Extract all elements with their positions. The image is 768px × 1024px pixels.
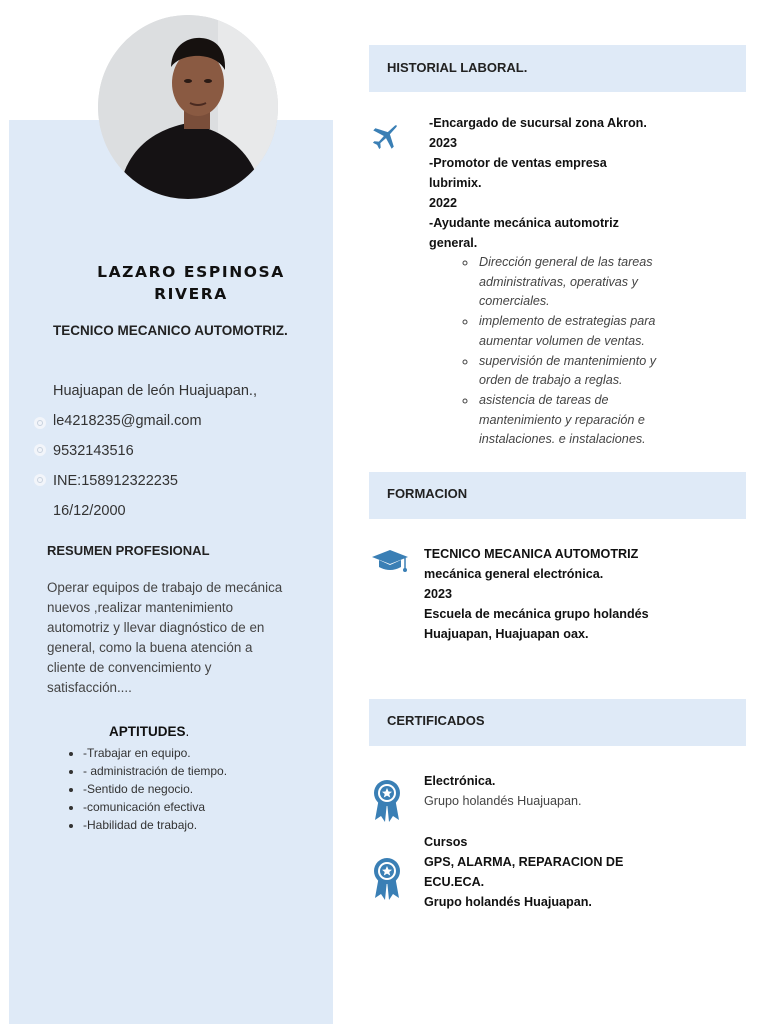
skills-title [109, 724, 189, 739]
work-history-entries [429, 113, 689, 450]
sidebar-panel [9, 120, 333, 1024]
contact-birthdate: 16/12/2000 [53, 503, 126, 519]
skills-list [65, 744, 227, 834]
work-line: -Ayudante mecánica automotriz [429, 216, 619, 230]
airplane-icon [370, 120, 402, 157]
education-line: Huajuapan, Huajuapan oax. [424, 627, 589, 641]
portrait-image [98, 15, 278, 199]
list-item: • - administración de tiempo. [83, 762, 227, 780]
list-item: • -Habilidad de trabajo. [83, 816, 227, 834]
certificate-entry-2 [424, 832, 623, 912]
certificate-line: ECU.ECA. [424, 875, 485, 889]
certificate-org: Grupo holandés Huajuapan. [424, 794, 582, 808]
work-section-title: HISTORIAL LABORAL. [387, 60, 528, 75]
work-line: lubrimix. [429, 176, 482, 190]
list-item: ◦ implemento de estrategias para aumentar volumen de ventas. [477, 312, 689, 351]
work-task-list [429, 253, 689, 450]
certificates-header-band [369, 699, 746, 746]
name-line-1: LAZARO ESPINOSA [97, 263, 285, 281]
certificates-section-title: CERTIFICADOS [387, 713, 485, 728]
work-header-band [369, 45, 746, 92]
contact-phone: 9532143516 [53, 443, 134, 459]
skills-title-suffix: . [185, 724, 190, 739]
list-item: • -Sentido de negocio. [83, 780, 227, 798]
summary-text: Operar equipos de trabajo de mecánica nuevos ,realizar mantenimiento automotriz y llevar diagnóstico de en general, como la buena atención a cliente de convencimiento y satisfacción.... [47, 580, 283, 695]
contact-email[interactable]: le4218235@gmail.com [53, 413, 202, 429]
certificate-line: Cursos [424, 835, 468, 849]
education-line: Escuela de mecánica grupo holandés [424, 607, 649, 621]
education-entry [424, 544, 649, 644]
email-icon [34, 417, 46, 429]
list-item: ◦ Dirección general de las tareas administrativas, operativas y comerciales. [477, 253, 689, 312]
id-icon [34, 474, 46, 486]
education-header-band [369, 472, 746, 519]
graduation-cap-icon [371, 548, 409, 581]
work-line: general. [429, 236, 478, 250]
candidate-name [60, 261, 322, 305]
work-line: 2022 [429, 196, 458, 210]
work-line: 2023 [429, 136, 458, 150]
education-line: mecánica general electrónica. [424, 567, 604, 581]
education-line: TECNICO MECANICA AUTOMOTRIZ [424, 547, 639, 561]
work-line: -Promotor de ventas empresa [429, 156, 607, 170]
contact-address: Huajuapan de león Huajuapan., [53, 383, 257, 399]
list-item: ◦ supervisión de mantenimiento y orden de trabajo a reglas. [477, 352, 689, 391]
skills-title-text: APTITUDES [109, 724, 186, 739]
education-line: 2023 [424, 587, 453, 601]
name-line-2: RIVERA [154, 285, 228, 303]
profile-photo [98, 15, 278, 199]
phone-icon [34, 444, 46, 456]
certificate-entry-1 [424, 771, 582, 811]
job-title: TECNICO MECANICO AUTOMOTRIZ. [53, 323, 288, 338]
award-ribbon-icon [372, 778, 402, 829]
award-ribbon-icon [372, 856, 402, 907]
certificate-line: GPS, ALARMA, REPARACION DE [424, 855, 624, 869]
list-item: ◦ asistencia de tareas de mantenimiento y reparación e instalaciones. e instalaciones. [477, 391, 689, 450]
education-section-title: FORMACION [387, 486, 468, 501]
contact-ine: INE:158912322235 [53, 473, 178, 489]
summary-title: RESUMEN PROFESIONAL [47, 543, 210, 558]
list-item: • -Trabajar en equipo. [83, 744, 227, 762]
list-item: • -comunicación efectiva [83, 798, 227, 816]
certificate-line: Grupo holandés Huajuapan. [424, 895, 592, 909]
certificate-title: Electrónica. [424, 774, 496, 788]
work-line: -Encargado de sucursal zona Akron. [429, 116, 647, 130]
